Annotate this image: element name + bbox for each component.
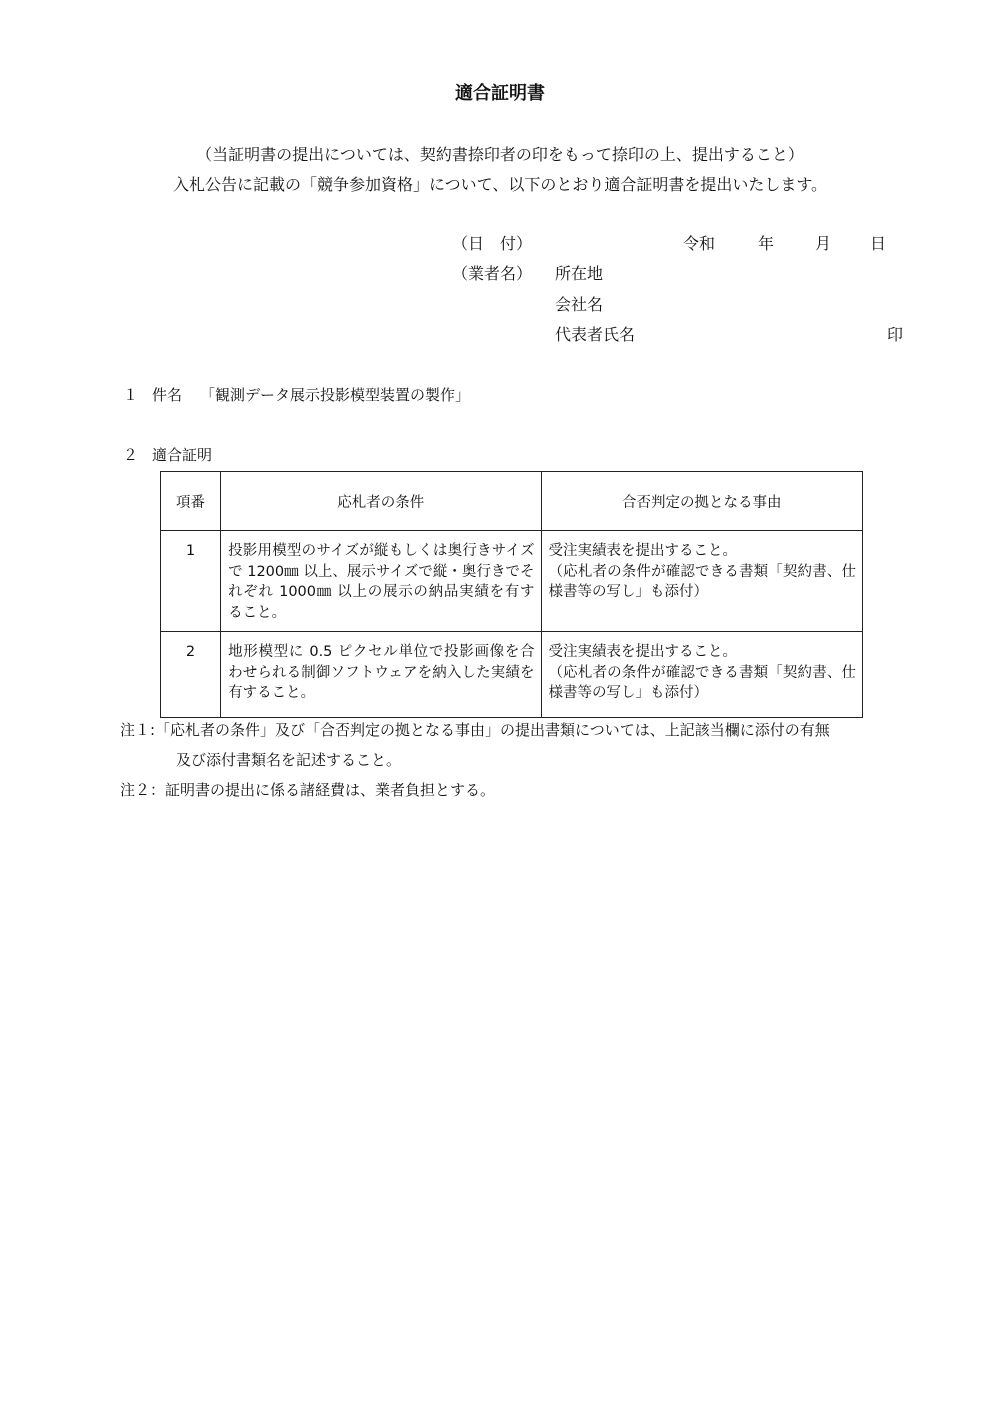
judgment-basis-cell (541, 531, 862, 632)
compliance-table (160, 471, 863, 718)
row-number: 1 (161, 531, 221, 632)
bidder-condition-cell (221, 632, 541, 718)
intro-statement: 入札公告に記載の「競争参加資格」について、以下のとおり適合証明書を提出いたします。 (172, 175, 828, 194)
basis-line-1: 受注実績表を提出すること。 (548, 644, 738, 660)
basis-text (542, 632, 862, 712)
condition-text: 地形模型に 0.5 ピクセル単位で投影画像を合わせられる制御ソフトウェアを納入した実績を有すること。 (228, 644, 535, 701)
section-2-label: 適合証明 (152, 446, 213, 464)
month-label: 月 (815, 234, 832, 253)
section-2-number: ２ (123, 446, 139, 464)
year-label: 年 (758, 234, 775, 253)
seal-mark: 印 (887, 325, 904, 344)
basis-line-2: （応札者の条件が確認できる書類「契約書、仕様書等の写し」も添付） (548, 563, 856, 600)
representative-field: 代表者氏名 (555, 325, 636, 344)
section-1-number: １ (123, 386, 139, 404)
date-label: （日 付） (452, 234, 533, 253)
table-row (161, 531, 863, 632)
project-subject: 「観測データ展示投影模型装置の製作」 (200, 386, 471, 404)
table-row (161, 632, 863, 718)
document-title: 適合証明書 (455, 83, 545, 104)
table-header-row (161, 472, 863, 531)
note-1-continuation: 及び添付書類名を記述すること。 (176, 751, 402, 769)
header-judgment-basis: 合否判定の拠となる事由 (541, 472, 862, 531)
header-bidder-condition: 応札者の条件 (221, 472, 541, 531)
company-field: 会社名 (555, 295, 604, 314)
day-label: 日 (870, 234, 887, 253)
note-1: 注１:「応札者の条件」及び「合否判定の拠となる事由」の提出書類については、上記該当欄に添付の有無 (120, 721, 830, 739)
submission-instruction: （当証明書の提出については、契約書捺印者の印をもって捺印の上、提出すること） (196, 145, 804, 164)
basis-text (542, 531, 862, 611)
basis-line-2: （応札者の条件が確認できる書類「契約書、仕様書等の写し」も添付） (548, 664, 856, 701)
condition-text: 投影用模型のサイズが縦もしくは奥行きサイズで 1200㎜ 以上、展示サイズで縦・奥行きでそれぞれ 1000㎜ 以上の展示の納品実績を有すること。 (228, 543, 535, 621)
basis-line-1: 受注実績表を提出すること。 (548, 543, 738, 559)
bidder-condition-cell (221, 531, 541, 632)
judgment-basis-cell (541, 632, 862, 718)
header-item-number: 項番 (161, 472, 221, 531)
era-label: 令和 (683, 234, 716, 253)
address-field: 所在地 (555, 264, 604, 283)
note-2: 注２：証明書の提出に係る諸経費は、業者負担とする。 (120, 781, 496, 799)
vendor-label: （業者名） (452, 264, 533, 283)
row-number: 2 (161, 632, 221, 718)
section-1-label: 件名 (152, 386, 183, 404)
